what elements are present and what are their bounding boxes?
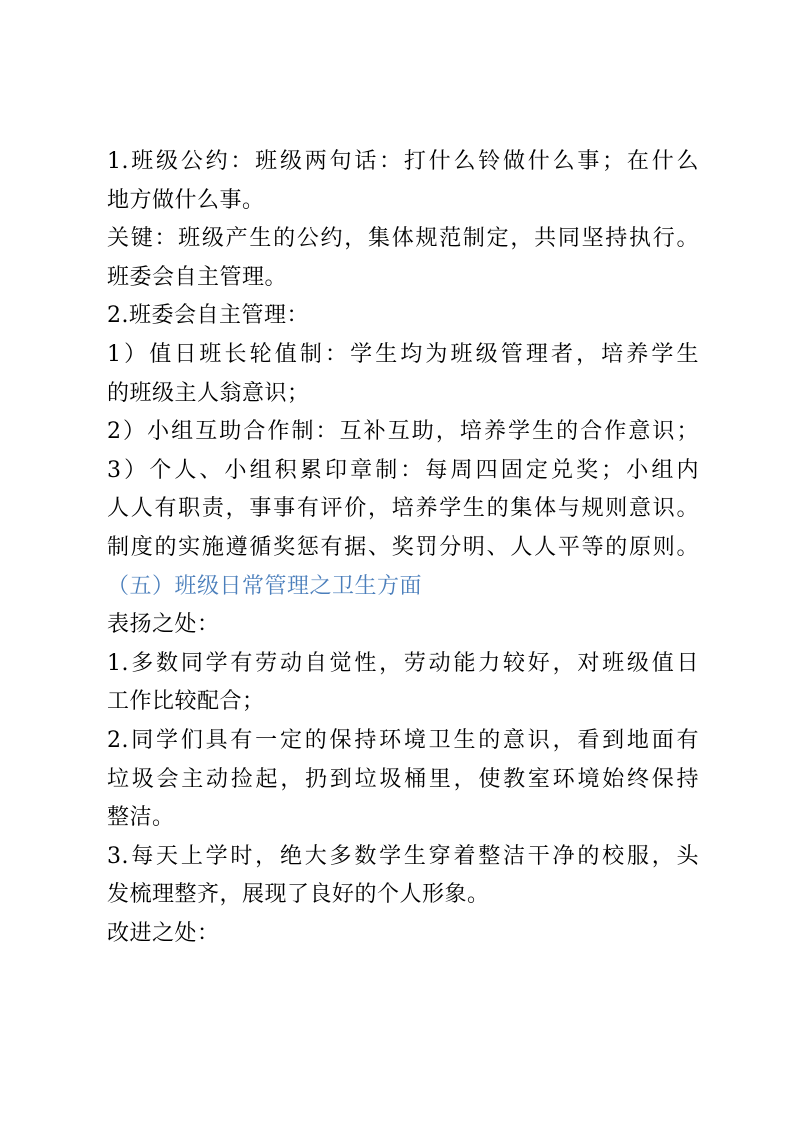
paragraph-line: 垃圾会主动捡起，扔到垃圾桶里，使教室环境始终保持: [107, 766, 699, 792]
paragraph-line: 发梳理整齐，展现了良好的个人形象。: [107, 882, 490, 908]
paragraph-line: 2.同学们具有一定的保持环境卫生的意识，看到地面有: [107, 727, 699, 753]
paragraph-line: 整洁。: [107, 805, 175, 831]
document-body: [107, 143, 699, 953]
paragraph-line: 人人有职责，事事有评价，培养学生的集体与规则意识。: [107, 496, 699, 522]
paragraph-line: 地方做什么事。: [107, 187, 265, 213]
paragraph-line: 3）个人、小组积累印章制：每周四固定兑奖；小组内: [107, 457, 699, 483]
paragraph-line: 1.多数同学有劳动自觉性，劳动能力较好，对班级值日: [107, 650, 699, 676]
paragraph-line: 2）小组互助合作制：互补互助，培养学生的合作意识；: [107, 419, 699, 445]
paragraph-line: 改进之处：: [107, 920, 220, 946]
paragraph-line: 工作比较配合；: [107, 689, 265, 715]
paragraph-line: 的班级主人翁意识；: [107, 380, 310, 406]
paragraph-line: 表扬之处：: [107, 612, 220, 638]
paragraph-line: 1.班级公约：班级两句话：打什么铃做什么事；在什么: [107, 149, 699, 174]
paragraph-line: 1）值日班长轮值制：学生均为班级管理者，培养学生: [107, 341, 699, 367]
paragraph-line: 制度的实施遵循奖惩有据、奖罚分明、人人平等的原则。: [107, 534, 699, 560]
paragraph-line: 班委会自主管理。: [107, 264, 288, 290]
section-heading: （五）班级日常管理之卫生方面: [107, 573, 423, 599]
paragraph-line: 2.班委会自主管理：: [107, 303, 309, 329]
paragraph-line: 关键：班级产生的公约，集体规范制定，共同坚持执行。: [107, 226, 699, 252]
paragraph-line: 3.每天上学时，绝大多数学生穿着整洁干净的校服，头: [107, 843, 699, 869]
